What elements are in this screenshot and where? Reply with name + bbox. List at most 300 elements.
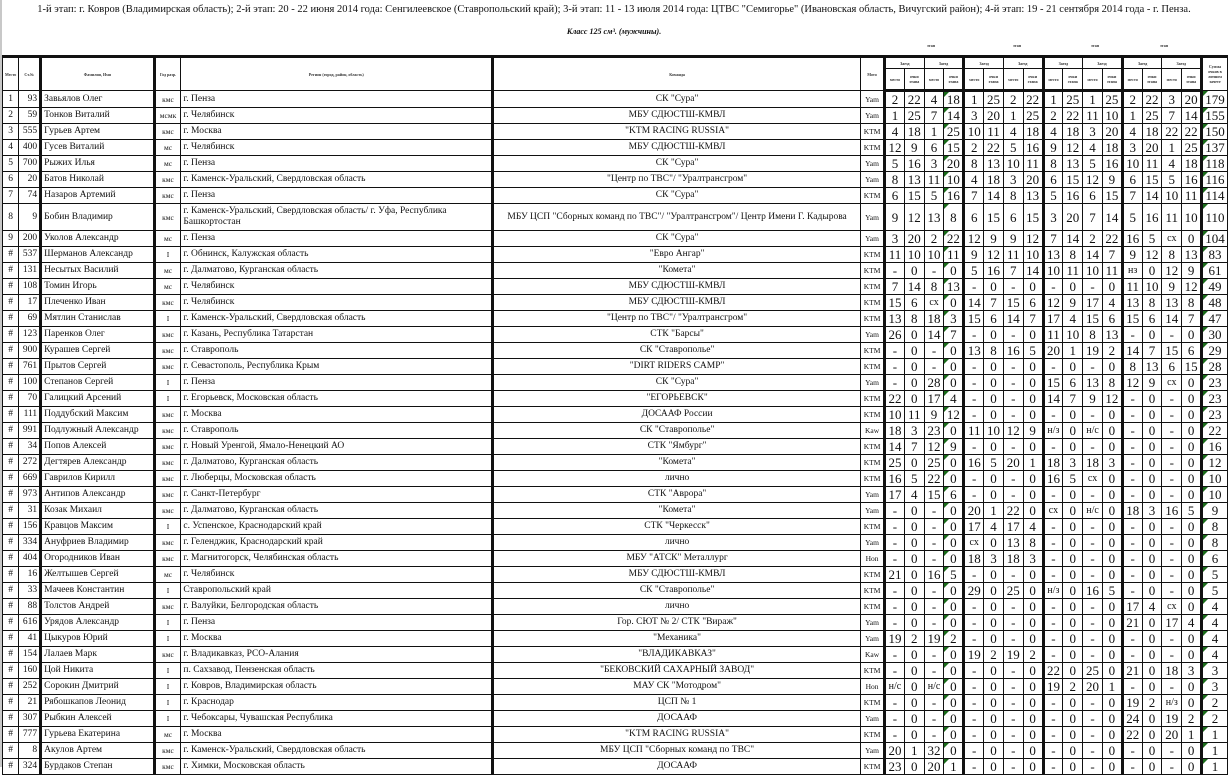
race-points-cell: 0 (984, 743, 1004, 759)
race-position-cell: - (1122, 583, 1142, 599)
race-points-cell: 0 (1063, 503, 1083, 519)
race-position-cell: н/с (885, 679, 905, 695)
race-position-cell: 8 (885, 172, 905, 188)
region-cell: г. Пенза (181, 231, 493, 247)
race-points-cell: 11 (944, 247, 964, 263)
race-position-cell: 19 (1122, 695, 1142, 711)
table-row[interactable] (3, 391, 1228, 407)
table-row[interactable] (3, 567, 1228, 583)
table-row[interactable] (3, 359, 1228, 375)
race-position-cell: 12 (885, 140, 905, 156)
total-points-cell: 4 (1202, 647, 1228, 663)
race-position-cell: 28 (924, 375, 944, 391)
name-cell: Томин Игорь (41, 279, 154, 295)
race-points-cell: 16 (984, 263, 1004, 279)
race-points-cell: 0 (904, 455, 924, 471)
name-cell: Бурдаков Степан (41, 759, 154, 775)
race-position-cell: 3 (1083, 124, 1103, 140)
race-points-cell: 0 (1102, 663, 1122, 679)
table-row[interactable] (3, 327, 1228, 343)
race-position-cell: сх (1162, 231, 1182, 247)
table-row[interactable] (3, 231, 1228, 247)
race-position-cell: - (1043, 551, 1063, 567)
race-points-cell: 18 (1023, 124, 1043, 140)
region-cell: г. Обнинск, Калужская область (181, 247, 493, 263)
stage-3-label: этап (1091, 43, 1099, 48)
total-points-cell: 110 (1202, 204, 1228, 231)
race-position-cell: - (1003, 407, 1023, 423)
rank-cell: кмс (154, 471, 181, 487)
race-points-cell: 0 (984, 359, 1004, 375)
table-row[interactable] (3, 279, 1228, 295)
table-row[interactable] (3, 471, 1228, 487)
team-cell: "Центр по ТВС"/ "Уралтрансгром" (493, 172, 861, 188)
table-row[interactable] (3, 263, 1228, 279)
table-row[interactable] (3, 156, 1228, 172)
race-points-cell: 4 (1182, 615, 1202, 631)
race-position-cell: - (1083, 695, 1103, 711)
race-points-cell: 1 (1182, 727, 1202, 743)
race-points-cell: 0 (1142, 519, 1162, 535)
team-cell: СК "Сура" (493, 231, 861, 247)
table-row[interactable] (3, 551, 1228, 567)
rank-cell: кмс (154, 647, 181, 663)
table-row[interactable] (3, 439, 1228, 455)
name-cell: Рыжих Илья (41, 156, 154, 172)
table-row[interactable] (3, 663, 1228, 679)
race-points-cell: 0 (1063, 519, 1083, 535)
race-points-cell: 3 (1023, 551, 1043, 567)
race-points-cell: 6 (904, 295, 924, 311)
race-points-cell: 0 (1102, 695, 1122, 711)
race-points-cell: 0 (944, 375, 964, 391)
table-row[interactable] (3, 631, 1228, 647)
place-cell: # (3, 247, 19, 263)
race-points-cell: 0 (1142, 615, 1162, 631)
rank-cell: кмс (154, 188, 181, 204)
team-cell: МБУ "АТСК" Металлург (493, 551, 861, 567)
race-position-cell: - (1122, 487, 1142, 503)
race-points-cell: 5 (904, 471, 924, 487)
moto-cell: KTM (861, 343, 885, 359)
race-points-cell: 3 (904, 423, 924, 439)
race-position-cell: 11 (964, 423, 984, 439)
moto-cell: KTM (861, 140, 885, 156)
start-number-cell: 17 (19, 295, 41, 311)
race-position-cell: 3 (1043, 204, 1063, 231)
race-position-cell: - (964, 727, 984, 743)
race-points-cell: 7 (1023, 311, 1043, 327)
race-position-cell: 4 (1162, 156, 1182, 172)
race-points-cell: 0 (1023, 439, 1043, 455)
col-race-position: место (1083, 69, 1103, 91)
col-race-points: очки этапа (1182, 69, 1202, 91)
place-cell: # (3, 487, 19, 503)
rank-cell: кмс (154, 455, 181, 471)
col-name[interactable]: Фамилия, Имя (41, 57, 154, 91)
race-points-cell: 7 (1182, 311, 1202, 327)
race-position-cell: 19 (924, 631, 944, 647)
name-cell: Подлужный Александр (41, 423, 154, 439)
race-points-cell: 0 (1142, 455, 1162, 471)
stage-2-label: этап (1013, 43, 1021, 48)
table-row[interactable] (3, 172, 1228, 188)
race-position-cell: н/с (1083, 423, 1103, 439)
race-points-cell: 0 (1063, 407, 1083, 423)
race-points-cell: 14 (1063, 231, 1083, 247)
col-race: Заезд (1043, 57, 1083, 69)
race-position-cell: 17 (1122, 599, 1142, 615)
race-position-cell: 22 (1162, 124, 1182, 140)
race-position-cell: 5 (1162, 172, 1182, 188)
race-points-cell: 2 (984, 647, 1004, 663)
race-points-cell: 0 (984, 599, 1004, 615)
total-points-cell: 49 (1202, 279, 1228, 295)
race-position-cell: 7 (1122, 188, 1142, 204)
race-position-cell: - (885, 263, 905, 279)
race-points-cell: 12 (1063, 140, 1083, 156)
team-cell: "ЕГОРЬЕВСК" (493, 391, 861, 407)
race-points-cell: 0 (944, 535, 964, 551)
col-place[interactable]: Место (3, 57, 19, 91)
race-position-cell: - (1083, 599, 1103, 615)
race-points-cell: 0 (1023, 375, 1043, 391)
race-position-cell: 11 (1122, 279, 1142, 295)
region-cell: г. Пенза (181, 91, 493, 108)
name-cell: Козак Михаил (41, 503, 154, 519)
race-position-cell: - (885, 535, 905, 551)
race-points-cell: 0 (1182, 535, 1202, 551)
team-cell: "Центр по ТВС"/ "Уралтрансгром" (493, 311, 861, 327)
table-row[interactable] (3, 679, 1228, 695)
race-position-cell: 14 (885, 439, 905, 455)
region-cell: г. Севастополь, Республика Крым (181, 359, 493, 375)
race-position-cell: - (1122, 519, 1142, 535)
race-position-cell: - (885, 711, 905, 727)
col-rank[interactable]: Год разр. (154, 57, 181, 91)
start-number-cell: 41 (19, 631, 41, 647)
race-position-cell: 16 (1083, 583, 1103, 599)
rank-cell: мс (154, 156, 181, 172)
place-cell: # (3, 423, 19, 439)
race-position-cell: 18 (964, 551, 984, 567)
table-row[interactable] (3, 727, 1228, 743)
race-position-cell: - (1003, 599, 1023, 615)
team-cell: МБУ ЦСП "Сборных команд по ТВС" (493, 743, 861, 759)
moto-cell: Hon (861, 679, 885, 695)
team-cell: "Механика" (493, 631, 861, 647)
table-row[interactable] (3, 140, 1228, 156)
col-region[interactable]: Регион (город, район, область) (181, 57, 493, 91)
col-race: Заезд (1162, 57, 1202, 69)
name-cell: Курашев Сергей (41, 343, 154, 359)
place-cell: # (3, 615, 19, 631)
moto-cell: KTM (861, 695, 885, 711)
race-points-cell: 11 (904, 407, 924, 423)
moto-cell: KTM (861, 471, 885, 487)
race-points-cell: 0 (1063, 647, 1083, 663)
col-total[interactable]: Сумма очков в личном зачете (1202, 57, 1228, 91)
region-cell: г. Геленджик, Краснодарский край (181, 535, 493, 551)
race-points-cell: 12 (904, 204, 924, 231)
total-points-cell: 4 (1202, 615, 1228, 631)
name-cell: Тонков Виталий (41, 108, 154, 124)
total-points-cell: 10 (1202, 471, 1228, 487)
race-position-cell: - (924, 583, 944, 599)
race-points-cell: 9 (1182, 263, 1202, 279)
race-position-cell: - (1162, 423, 1182, 439)
team-cell: ЦСП № 1 (493, 695, 861, 711)
race-position-cell: 11 (924, 172, 944, 188)
name-cell: Огородников Иван (41, 551, 154, 567)
race-points-cell: 0 (1142, 263, 1162, 279)
race-position-cell: - (1162, 551, 1182, 567)
region-cell: г. Владикавказ, РСО-Алания (181, 647, 493, 663)
rank-cell: I (154, 311, 181, 327)
race-points-cell: 22 (984, 140, 1004, 156)
race-position-cell: 2 (885, 91, 905, 108)
race-position-cell: 10 (1122, 156, 1142, 172)
race-points-cell: 0 (984, 391, 1004, 407)
race-position-cell: - (1083, 519, 1103, 535)
table-row[interactable] (3, 615, 1228, 631)
race-position-cell: 10 (964, 124, 984, 140)
race-points-cell: 0 (1182, 391, 1202, 407)
region-cell: Ставропольский край (181, 583, 493, 599)
total-points-cell: 8 (1202, 535, 1228, 551)
team-cell: МБУ СДЮСТШ-КМВЛ (493, 295, 861, 311)
table-row[interactable] (3, 188, 1228, 204)
race-points-cell: 0 (1142, 471, 1162, 487)
total-points-cell: 2 (1202, 695, 1228, 711)
race-position-cell: сх (964, 535, 984, 551)
table-row[interactable] (3, 295, 1228, 311)
race-points-cell: 2 (944, 631, 964, 647)
rank-cell: I (154, 375, 181, 391)
region-cell: г. Химки, Московская область (181, 759, 493, 775)
table-row[interactable] (3, 743, 1228, 759)
race-position-cell: 15 (885, 295, 905, 311)
table-row[interactable] (3, 247, 1228, 263)
race-position-cell: - (924, 711, 944, 727)
region-cell: г. Новый Уренгой, Ямало-Ненецкий АО (181, 439, 493, 455)
table-row[interactable] (3, 599, 1228, 615)
race-position-cell: 12 (1043, 295, 1063, 311)
race-points-cell: 0 (1063, 423, 1083, 439)
race-points-cell: 25 (1182, 140, 1202, 156)
col-moto[interactable]: Мото (861, 57, 885, 91)
race-position-cell: 8 (924, 279, 944, 295)
total-points-cell: 3 (1202, 663, 1228, 679)
race-position-cell: 9 (1083, 391, 1103, 407)
place-cell: # (3, 583, 19, 599)
table-row[interactable] (3, 487, 1228, 503)
name-cell: Кравцов Максим (41, 519, 154, 535)
start-number-cell: 21 (19, 695, 41, 711)
start-number-cell: 400 (19, 140, 41, 156)
region-cell: г. Далматово, Курганская область (181, 263, 493, 279)
team-cell: "DIRT RIDERS CAMP" (493, 359, 861, 375)
race-position-cell: - (885, 663, 905, 679)
race-position-cell: 21 (885, 567, 905, 583)
table-row[interactable] (3, 108, 1228, 124)
race-position-cell: - (1043, 631, 1063, 647)
start-number-cell: 88 (19, 599, 41, 615)
race-points-cell: 0 (1063, 631, 1083, 647)
race-position-cell: - (1162, 407, 1182, 423)
team-cell: СК "Сура" (493, 156, 861, 172)
name-cell: Поддубский Максим (41, 407, 154, 423)
moto-cell: KTM (861, 759, 885, 775)
race-points-cell: 9 (1102, 172, 1122, 188)
race-points-cell: 0 (1142, 663, 1162, 679)
table-row[interactable] (3, 423, 1228, 439)
race-points-cell: 8 (1023, 535, 1043, 551)
table-row[interactable] (3, 343, 1228, 359)
start-number-cell: 555 (19, 124, 41, 140)
place-cell: 4 (3, 140, 19, 156)
race-points-cell: 0 (984, 439, 1004, 455)
table-row[interactable] (3, 503, 1228, 519)
race-points-cell: 0 (904, 391, 924, 407)
col-start-no[interactable]: Ст.№ (19, 57, 41, 91)
race-points-cell: 0 (1102, 759, 1122, 775)
race-position-cell: - (1003, 631, 1023, 647)
race-position-cell: - (885, 727, 905, 743)
total-points-cell: 10 (1202, 487, 1228, 503)
col-race-points: очки этапа (944, 69, 964, 91)
race-position-cell: 9 (964, 247, 984, 263)
rank-cell: кмс (154, 359, 181, 375)
race-position-cell: - (1162, 631, 1182, 647)
region-cell: г. Чебоксары, Чувашская Республика (181, 711, 493, 727)
race-position-cell: 6 (1043, 172, 1063, 188)
start-number-cell: 154 (19, 647, 41, 663)
race-points-cell: 10 (1142, 279, 1162, 295)
place-cell: # (3, 279, 19, 295)
race-points-cell: 15 (944, 140, 964, 156)
name-cell: Лалаев Марк (41, 647, 154, 663)
race-points-cell: 0 (1063, 615, 1083, 631)
race-position-cell: - (924, 663, 944, 679)
place-cell: # (3, 407, 19, 423)
col-team[interactable]: Команда (493, 57, 861, 91)
race-points-cell: 0 (1023, 279, 1043, 295)
start-number-cell: 131 (19, 263, 41, 279)
race-points-cell: 0 (1142, 535, 1162, 551)
race-points-cell: 0 (984, 615, 1004, 631)
race-points-cell: 2 (1142, 695, 1162, 711)
race-points-cell: 0 (1182, 471, 1202, 487)
start-number-cell: 59 (19, 108, 41, 124)
race-points-cell: 0 (1023, 743, 1043, 759)
table-row[interactable] (3, 407, 1228, 423)
start-number-cell: 616 (19, 615, 41, 631)
race-position-cell: 3 (885, 231, 905, 247)
start-number-cell: 100 (19, 375, 41, 391)
race-points-cell: 0 (984, 471, 1004, 487)
race-points-cell: 18 (1063, 124, 1083, 140)
race-points-cell: 15 (984, 204, 1004, 231)
table-row[interactable] (3, 711, 1228, 727)
place-cell: # (3, 631, 19, 647)
race-points-cell: 0 (1102, 711, 1122, 727)
race-points-cell: 0 (904, 551, 924, 567)
place-cell: 9 (3, 231, 19, 247)
start-number-cell: 404 (19, 551, 41, 567)
moto-cell: Kaw (861, 647, 885, 663)
race-position-cell: - (1043, 439, 1063, 455)
race-position-cell: 19 (1043, 679, 1063, 695)
race-points-cell: 0 (1142, 647, 1162, 663)
race-points-cell: 22 (1182, 124, 1202, 140)
region-cell: г. Москва (181, 124, 493, 140)
race-points-cell: 2 (1182, 711, 1202, 727)
region-cell: г. Москва (181, 727, 493, 743)
race-position-cell: 14 (964, 295, 984, 311)
table-row[interactable] (3, 455, 1228, 471)
race-points-cell: 3 (1102, 455, 1122, 471)
team-cell: СТК "Барсы" (493, 327, 861, 343)
race-position-cell: 18 (1083, 455, 1103, 471)
race-points-cell: 0 (904, 599, 924, 615)
place-cell: # (3, 391, 19, 407)
total-points-cell: 22 (1202, 423, 1228, 439)
race-position-cell: - (1003, 359, 1023, 375)
race-position-cell: 14 (1122, 343, 1142, 359)
race-points-cell: 15 (1063, 172, 1083, 188)
region-cell: г. Ставрополь (181, 343, 493, 359)
race-position-cell: 6 (1122, 172, 1142, 188)
table-row[interactable] (3, 204, 1228, 231)
race-position-cell: - (1043, 407, 1063, 423)
table-row[interactable] (3, 583, 1228, 599)
table-row[interactable] (3, 695, 1228, 711)
race-points-cell: 2 (1102, 343, 1122, 359)
race-position-cell: - (1083, 615, 1103, 631)
race-position-cell: - (964, 487, 984, 503)
table-row[interactable] (3, 124, 1228, 140)
table-row[interactable] (3, 91, 1228, 108)
race-points-cell: 13 (1102, 327, 1122, 343)
table-row[interactable] (3, 375, 1228, 391)
race-points-cell: 20 (1023, 172, 1043, 188)
race-position-cell: 20 (885, 743, 905, 759)
table-row[interactable] (3, 311, 1228, 327)
race-points-cell: 20 (984, 108, 1004, 124)
race-points-cell: 0 (1063, 279, 1083, 295)
race-points-cell: 14 (904, 279, 924, 295)
start-number-cell: 33 (19, 583, 41, 599)
col-race: Заезд (885, 57, 925, 69)
table-row[interactable] (3, 535, 1228, 551)
table-row[interactable] (3, 647, 1228, 663)
race-position-cell: - (1162, 567, 1182, 583)
race-points-cell: 1 (1023, 455, 1043, 471)
rank-cell: кмс (154, 172, 181, 188)
race-points-cell: 0 (1063, 439, 1083, 455)
race-position-cell: - (885, 599, 905, 615)
race-position-cell: - (1043, 743, 1063, 759)
race-points-cell: 1 (984, 503, 1004, 519)
col-race-points: очки этапа (1142, 69, 1162, 91)
table-row[interactable] (3, 519, 1228, 535)
race-points-cell: 16 (944, 188, 964, 204)
race-position-cell: 18 (1043, 455, 1063, 471)
race-position-cell: 4 (885, 124, 905, 140)
col-race-points: очки этапа (904, 69, 924, 91)
total-points-cell: 30 (1202, 327, 1228, 343)
